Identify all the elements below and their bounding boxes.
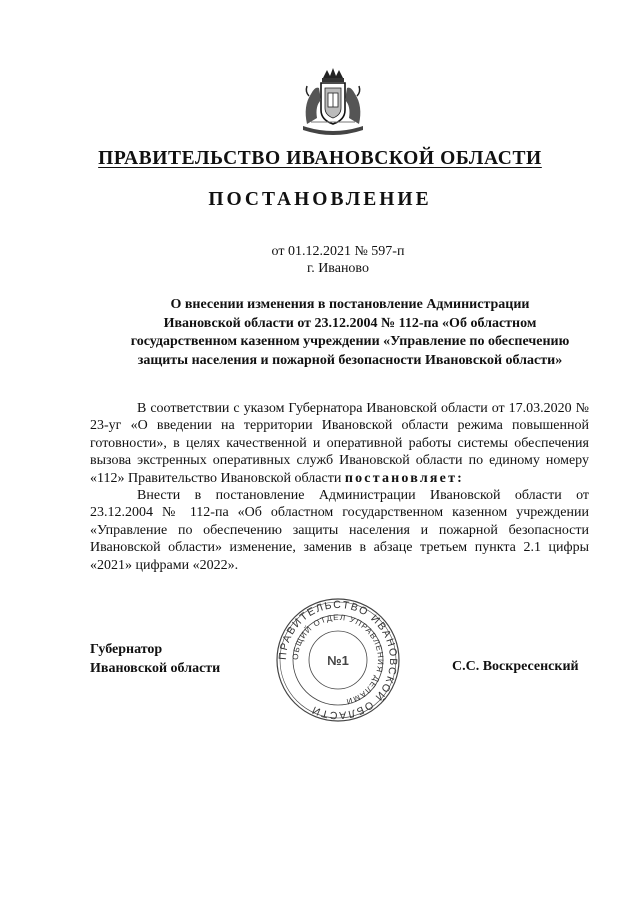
official-stamp-icon [273,595,403,725]
subject-line: защиты населения и пожарной безопасности Ивановской области» [137,352,563,368]
body-paragraph: Внести в постановление Администрации Ивановской области от 23.12.2004 № 112-па «Об областном государственном казенном учреждении «Управление по обеспечению защиты населения и пожарной безопасности Ивановской области» изменение, заменив в абзаце третьем пункта 2.1 цифры «2021» цифрами «2022». [90,488,589,573]
subject-line: О внесении изменения в постановление Администрации [170,297,530,312]
signatory-title-line: Ивановской области [90,660,221,676]
document-subject [100,296,600,370]
decree-word: постановляет: [344,470,465,486]
city: г. Иваново [307,261,369,276]
stamp-inner-text: ОБЩИЙ ОТДЕЛ УПРАВЛЕНИЯ ДЕЛАМИ [290,612,386,707]
subject-line: государственном казенном учреждении «Управление по обеспечению [130,334,570,349]
date-number: от 01.12.2021 № 597-п [271,244,405,259]
document-type: ПОСТАНОВЛЕНИЕ [208,189,432,210]
subject-line: Ивановской области от 23.12.2004 № 112-па «Об областном [163,315,537,331]
paragraph-text: В соответствии с указом Губернатора Ивановской области от 17.03.2020 № 23-уг «О введении на территории Ивановской области режима повышенной готовности», в целях качественной и оперативной работы системы обеспечения вызова экстренных оперативных служб Ивановской области по единому номеру «112» Правительство Ивановской области [90,401,589,486]
document-body [90,400,589,574]
signatory-name: С.С. Воскресенский [452,659,579,674]
signatory-title [90,641,220,678]
stamp-number: №1 [327,653,349,668]
coat-of-arms-icon [297,66,369,136]
stamp-outer-text: ПРАВИТЕЛЬСТВО ИВАНОВСКОЙ ОБЛАСТИ [276,598,400,722]
body-paragraph [90,400,589,487]
government-title: ПРАВИТЕЛЬСТВО ИВАНОВСКОЙ ОБЛАСТИ [98,148,542,169]
signatory-title-line: Губернатор [90,642,163,657]
